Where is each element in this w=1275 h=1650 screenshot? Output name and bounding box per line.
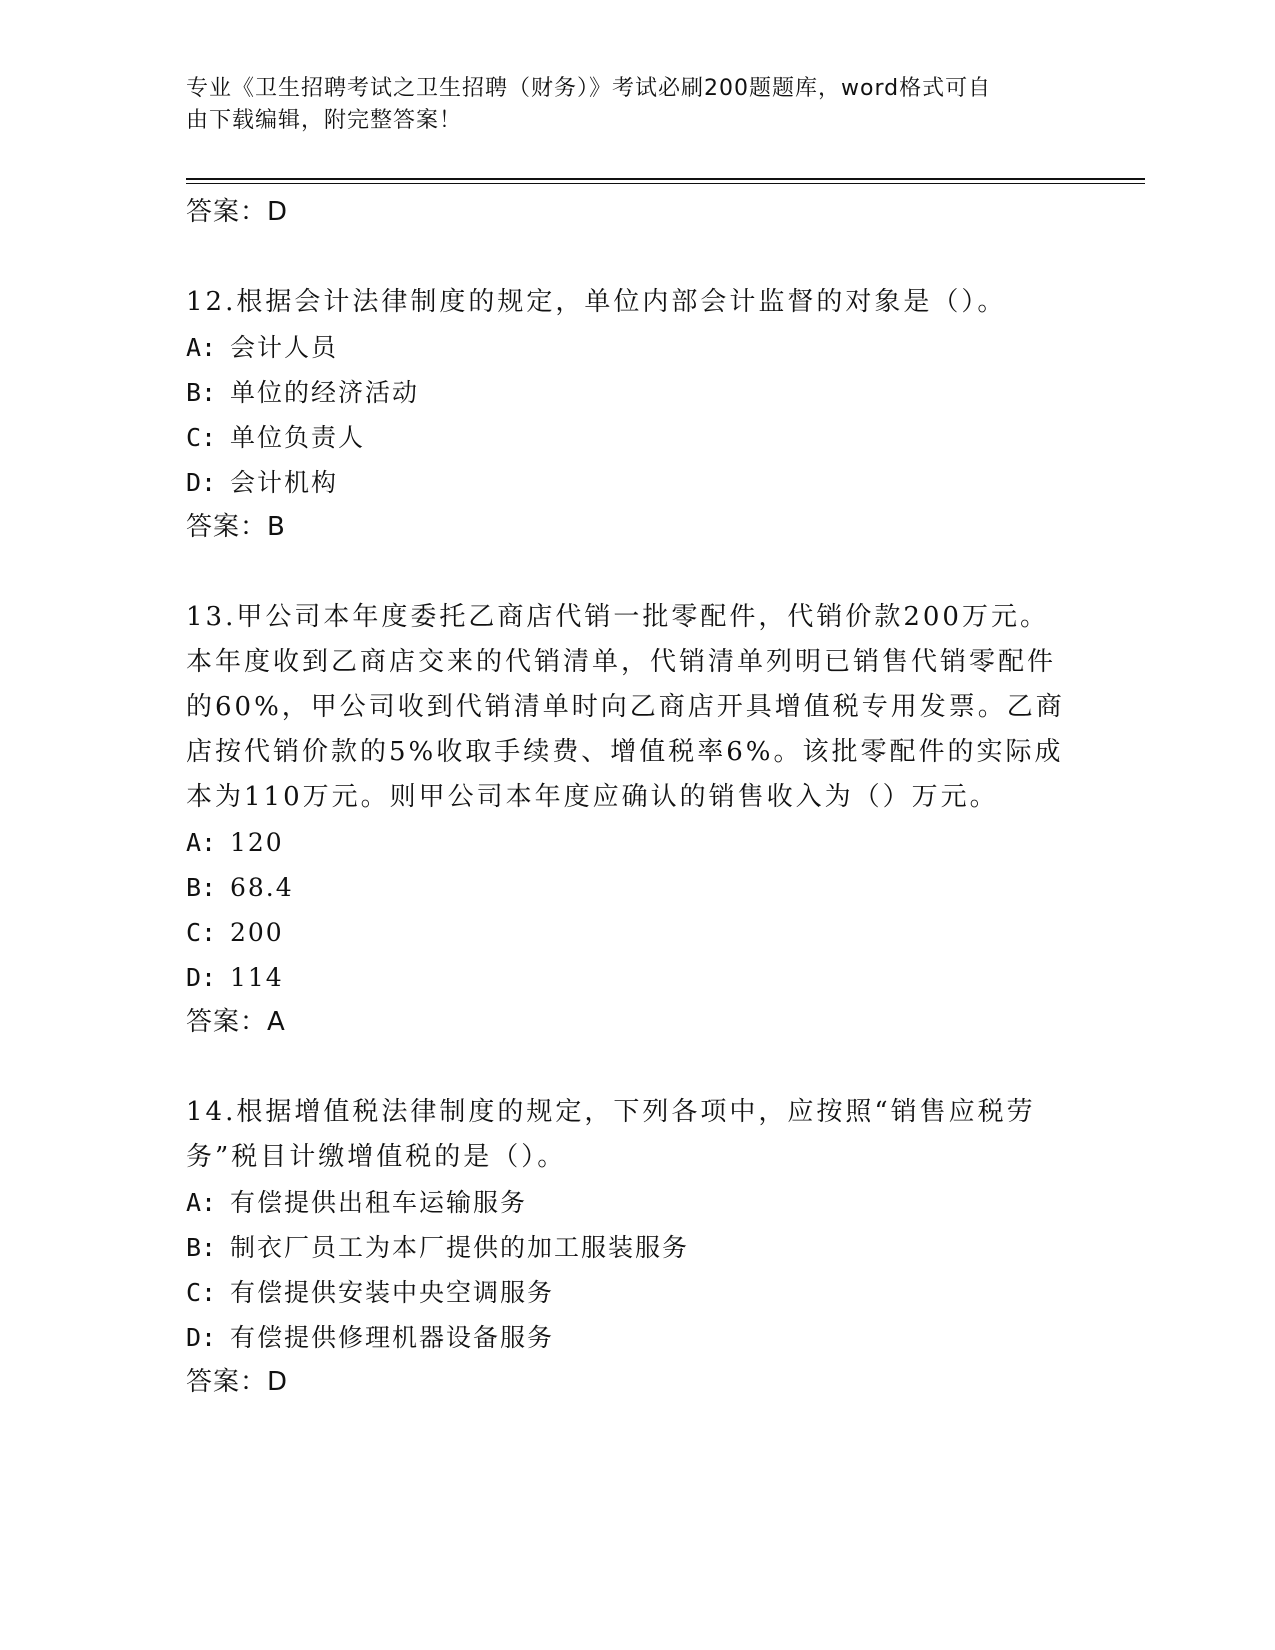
question-stem: 12.根据会计法律制度的规定，单位内部会计监督的对象是（）。 (186, 287, 1007, 317)
option-text: 200 (230, 918, 284, 947)
header-line-2: 由下载编辑，附完整答案！ (186, 108, 463, 133)
option-a (186, 820, 1066, 865)
option-text: 有偿提供安装中央空调服务 (230, 1278, 555, 1307)
option-d (186, 460, 1066, 505)
question-13 (186, 595, 1066, 1045)
option-text: 会计人员 (230, 333, 339, 362)
option-a (186, 1180, 1066, 1225)
option-text: 单位负责人 (230, 423, 366, 452)
option-text: 有偿提供修理机器设备服务 (230, 1323, 555, 1352)
header-divider-thick (186, 178, 1145, 180)
option-letter: B: (186, 873, 217, 902)
option-a (186, 325, 1066, 370)
option-text: 120 (230, 828, 284, 857)
previous-answer: 答案：D (186, 197, 289, 227)
option-d (186, 955, 1066, 1000)
question-stem: 13.甲公司本年度委托乙商店代销一批零配件，代销价款200万元。本年度收到乙商店交来的代销清单，代销清单列明已销售代销零配件的60%，甲公司收到代销清单时向乙商店开具增值税专用发票。乙商店按代销价款的5%收取手续费、增值税率6%。该批零配件的实际成本为110万元。则甲公司本年度应确认的销售收入为（）万元。 (186, 602, 1065, 812)
option-letter: B: (186, 378, 217, 407)
option-text: 68.4 (230, 873, 294, 902)
option-b (186, 865, 1066, 910)
question-answer: 答案：A (186, 1007, 286, 1037)
option-text: 单位的经济活动 (230, 378, 420, 407)
option-text: 会计机构 (230, 468, 339, 497)
header-divider-thin (186, 183, 1145, 184)
option-b (186, 370, 1066, 415)
header-line-1: 专业《卫生招聘考试之卫生招聘（财务）》考试必刷200题题库，word格式可自 (186, 76, 992, 101)
question-12 (186, 280, 1066, 550)
option-letter: D: (186, 963, 217, 992)
question-answer: 答案：B (186, 512, 286, 542)
option-letter: C: (186, 423, 217, 452)
option-letter: D: (186, 1323, 217, 1352)
option-letter: C: (186, 1278, 217, 1307)
option-c (186, 910, 1066, 955)
option-text: 有偿提供出租车运输服务 (230, 1188, 528, 1217)
option-b (186, 1225, 1066, 1270)
question-stem: 14.根据增值税法律制度的规定，下列各项中，应按照“销售应税劳务”税目计缴增值税的是（）。 (186, 1097, 1036, 1172)
document-header (186, 73, 1066, 137)
option-c (186, 1270, 1066, 1315)
question-answer: 答案：D (186, 1367, 289, 1397)
option-letter: A: (186, 1188, 217, 1217)
question-14 (186, 1090, 1066, 1405)
option-letter: D: (186, 468, 217, 497)
option-letter: A: (186, 333, 217, 362)
option-letter: B: (186, 1233, 217, 1262)
option-text: 114 (230, 963, 284, 992)
option-letter: A: (186, 828, 217, 857)
option-d (186, 1315, 1066, 1360)
document-body (186, 190, 1066, 1405)
option-c (186, 415, 1066, 460)
option-text: 制衣厂员工为本厂提供的加工服装服务 (230, 1233, 690, 1262)
option-letter: C: (186, 918, 217, 947)
